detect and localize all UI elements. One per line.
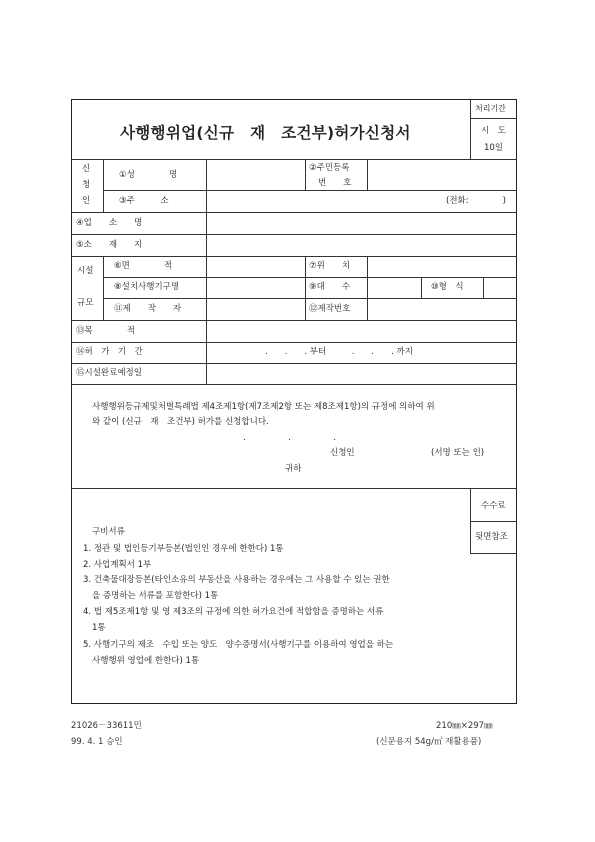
applicant-label: 신 (82, 164, 91, 174)
grid-line (367, 159, 368, 190)
rrn-label: 번 호 (318, 178, 352, 188)
period-label: ⑭허 가 기 간 (76, 347, 143, 357)
name-label: ①성 명 (119, 170, 178, 180)
applicant-label: 청 (82, 180, 91, 190)
documents-heading: 구비서류 (92, 527, 125, 537)
grid-line (470, 488, 471, 553)
document-item: 4. 법 제5조제1항 및 영 제3조의 규정에 의한 허가요건에 적합함을 증명하는 서류 (83, 607, 384, 617)
grid-line (367, 256, 368, 320)
form-title: 사행행위업(신규 재 조건부)허가신청서 (120, 124, 411, 142)
document-item: 사행행위 영업에 한한다) 1통 (92, 656, 200, 666)
area-label: ⑥면 적 (114, 261, 173, 271)
facility-label: 규모 (77, 298, 94, 308)
grid-line (71, 363, 517, 364)
signature-label: (서명 또는 인) (431, 448, 485, 458)
grid-line (483, 277, 484, 298)
business-name-label: ④업 소 명 (76, 218, 143, 228)
statement-line-2: 와 같이 (신규 재 조건부) 허가를 신청합니다. (92, 417, 269, 427)
paper-size: 210㎜×297㎜ (436, 721, 493, 731)
grid-line (71, 384, 517, 385)
location-label: ⑤소 재 지 (76, 240, 143, 250)
serial-label: ⑫제작번호 (309, 304, 351, 314)
grid-line (71, 256, 517, 257)
type-label: ⑩형 식 (431, 282, 464, 292)
purpose-label: ⑬목 적 (76, 326, 135, 336)
grid-line (305, 256, 306, 320)
statement-line-1: 사행행위등규제및처벌특례법 제4조제1항(제7조제2항 또는 제8조제1항)의 규정에 의하여 위 (92, 402, 435, 412)
recipient-label: 귀하 (285, 464, 302, 474)
signer-label: 신청인 (330, 448, 355, 458)
fee-label: 수수료 (481, 501, 506, 511)
header-divider (470, 99, 471, 159)
processing-divider (470, 118, 517, 119)
applicant-label: 인 (82, 196, 91, 206)
completion-label: ⑮시설완료예정일 (76, 368, 142, 378)
maker-label: ⑪제 작 자 (114, 304, 182, 314)
fee-note: 뒷면참조 (475, 532, 508, 542)
grid-line (421, 277, 422, 298)
document-item: 1통 (92, 623, 106, 633)
machine-name-label: ⑧설치사행기구명 (114, 282, 180, 292)
fee-divider (470, 521, 517, 522)
grid-line (103, 159, 104, 212)
period-text: . . . 부터 . . . 까지 (265, 347, 413, 357)
grid-line (103, 298, 517, 299)
grid-line (71, 212, 517, 213)
processing-label: 처리기간 (475, 104, 506, 113)
form-number: 21026－33611민 (71, 721, 142, 731)
phone-label: (전화: ) (446, 196, 506, 206)
grid-line (103, 190, 517, 191)
grid-line (305, 159, 306, 190)
grid-line (71, 159, 517, 160)
grid-line (71, 342, 517, 343)
grid-line (71, 320, 517, 321)
rrn-label: ②주민등록 (309, 163, 350, 173)
fee-divider (470, 553, 517, 554)
document-item: 을 증명하는 서류를 포함한다) 1통 (92, 591, 219, 601)
document-item: 1. 정관 및 법인등기부등본(법인인 경우에 한한다) 1통 (83, 544, 284, 554)
grid-line (103, 256, 104, 320)
grid-line (103, 277, 517, 278)
grid-line (71, 488, 517, 489)
position-label: ⑦위 치 (309, 261, 351, 271)
application-date: . . . (243, 433, 337, 443)
document-item: 2. 사업계획서 1부 (83, 560, 152, 570)
paper-spec: (신문용지 54g/㎡ 재활용품) (376, 737, 482, 747)
processing-value-2: 10일 (484, 143, 504, 153)
grid-line (71, 234, 517, 235)
facility-label: 시설 (77, 266, 94, 276)
grid-line (206, 159, 207, 384)
processing-value-1: 시 도 (481, 126, 506, 136)
count-label: ⑨대 수 (309, 282, 351, 292)
document-item: 5. 사행기구의 제조 수입 또는 양도 양수증명서(사행기구를 이용하여 영업을 하는 (83, 640, 394, 650)
approval-date: 99. 4. 1 승인 (71, 737, 123, 747)
address-label: ③주 소 (119, 196, 169, 206)
document-item: 3. 건축물대장등본(타인소유의 부동산을 사용하는 경우에는 그 사용할 수 있는 권한 (83, 575, 390, 585)
